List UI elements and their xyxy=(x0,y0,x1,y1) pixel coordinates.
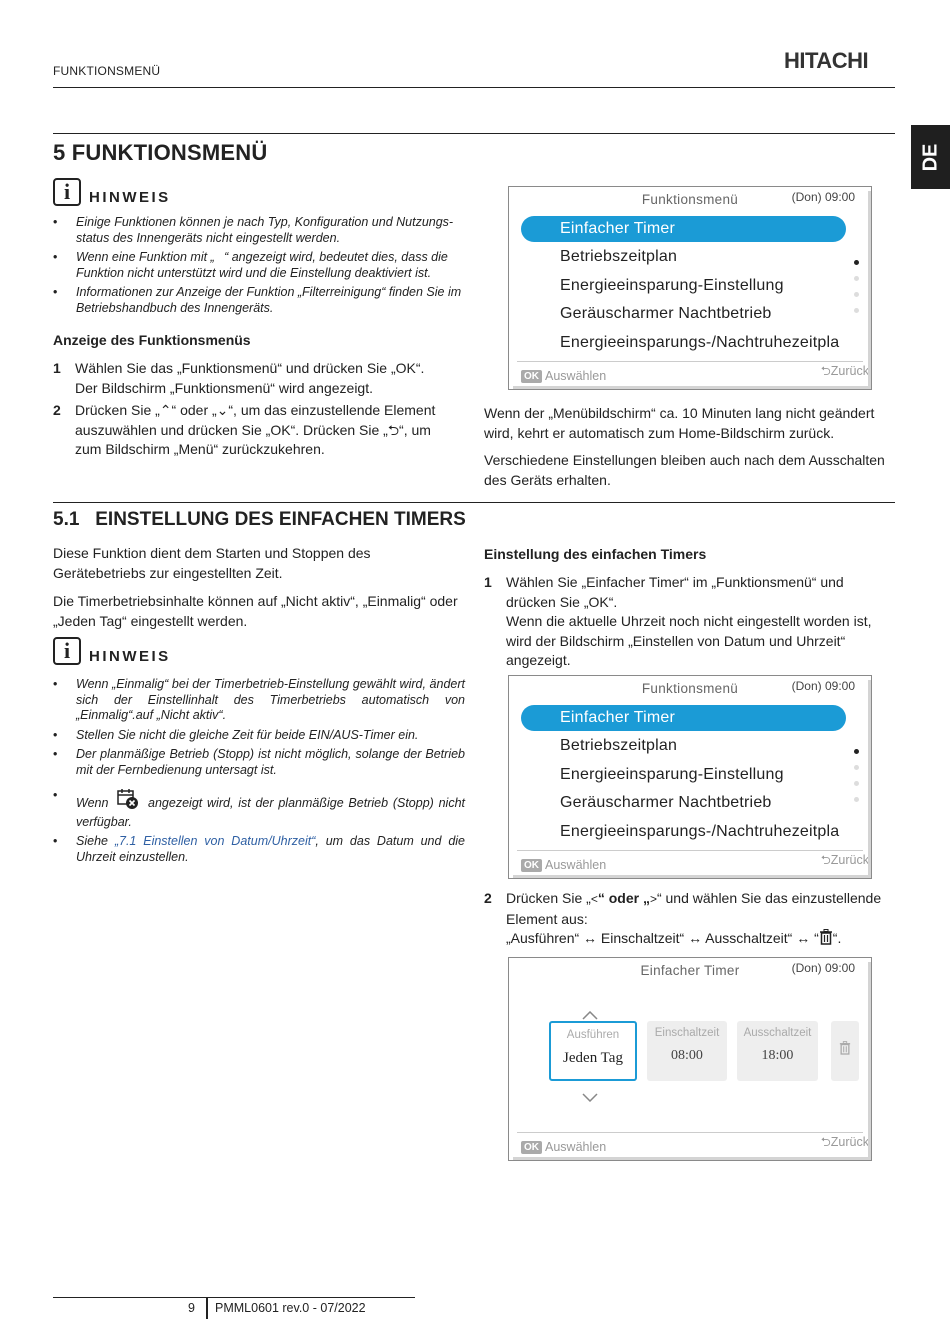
delete-button[interactable] xyxy=(831,1021,859,1081)
step-2: 2 Drücken Sie „⌃“ oder „⌄“, um das einzustellende Element auszuwählen und drücken Sie „OK“. Drücken Sie „⮌“, um zum Bildschirm „Menü“ zurückzukehren. xyxy=(53,402,436,457)
screen-divider xyxy=(517,361,863,362)
scroll-dot xyxy=(854,292,859,297)
menu-item-selected[interactable]: Einfacher Timer xyxy=(521,216,846,242)
note-block xyxy=(53,178,465,320)
note-block xyxy=(53,637,465,869)
off-time-field[interactable]: Ausschaltzeit 18:00 xyxy=(737,1021,818,1081)
scroll-dot xyxy=(854,749,859,754)
note-item: • Wenn eine Funktion mit „⃠“ angezeigt wird, bedeutet dies, dass die Funktion nicht unterstützt wird und die Einstellung deaktiviert ist. xyxy=(53,250,465,281)
intro-paragraph: Diese Funktion dient dem Starten und Stoppen des Gerätebetriebs zur eingestellten Zeit. xyxy=(53,545,371,581)
note-item: • Siehe „7.1 Einstellen von Datum/Uhrzeit“, um das Datum und die Uhrzeit einzustellen. xyxy=(53,834,465,865)
note-item: • Stellen Sie nicht die gleiche Zeit für beide EIN/AUS-Timer ein. xyxy=(53,728,465,744)
screen-time: (Don) 09:00 xyxy=(791,961,855,975)
ok-badge: OK xyxy=(521,370,542,383)
right-arrow-icon: > xyxy=(649,892,657,906)
ok-badge: OK xyxy=(521,859,542,872)
trash-icon xyxy=(831,1041,859,1060)
menu-item[interactable]: Betriebszeitplan xyxy=(560,737,678,754)
note-label: HINWEIS xyxy=(89,647,171,665)
scroll-dot xyxy=(854,781,859,786)
ok-select-hint[interactable]: OK Auswählen xyxy=(521,369,606,383)
subheading: Anzeige des Funktionsmenüs xyxy=(53,332,251,348)
calendar-blocked-icon xyxy=(117,788,139,815)
menu-item[interactable]: Energieeinsparung-Einstellung xyxy=(560,766,784,783)
screen-divider xyxy=(517,850,863,851)
subheading: Einstellung des einfachen Timers xyxy=(484,546,707,562)
timer-step-1: 1 Wählen Sie „Einfacher Timer“ im „Funktionsmenü“ und drücken Sie „OK“. Wenn die aktuelle Uhrzeit noch nicht eingestellt worden ist, wird der Bildschirm „Einstellen von Datum und Uhrzeit“ angezeigt. xyxy=(484,574,872,668)
scroll-dot xyxy=(854,797,859,802)
scroll-dot xyxy=(854,260,859,265)
info-icon: i xyxy=(53,637,81,665)
cross-reference-link[interactable]: „7.1 Einstellen von Datum/Uhrzeit“ xyxy=(114,834,316,848)
scroll-dot xyxy=(854,308,859,313)
ok-badge: OK xyxy=(521,1141,542,1154)
brand-logo: HITACHI xyxy=(784,48,869,73)
screen-title: Funktionsmenü xyxy=(641,192,739,207)
chevron-down-icon[interactable] xyxy=(582,1089,598,1107)
timer-step-2: 2 Drücken Sie „<“ oder „>“ und wählen Sie das einzustellende Element aus: „Ausführen“ ↔ Einschaltzeit“ ↔ Ausschaltzeit“ ↔ “ “. xyxy=(484,889,896,951)
step-1: 1 Wählen Sie das „Funktionsmenü“ und drücken Sie „OK“. Der Bildschirm „Funktionsmenü“ wird angezeigt. xyxy=(53,360,425,396)
menu-item[interactable]: Betriebszeitplan xyxy=(560,248,678,265)
menu-item[interactable]: Energieeinsparungs-/Nachtruhezeitpla xyxy=(560,823,840,840)
section-rule xyxy=(53,502,895,503)
info-icon: i xyxy=(53,178,81,206)
back-hint[interactable]: ⮌Zurück xyxy=(820,364,869,378)
note-item: • Einige Funktionen können je nach Typ, Konfiguration und Nutzungs-status des Innengeräts nicht eingestellt werden. xyxy=(53,215,465,246)
menu-item[interactable]: Energieeinsparungs-/Nachtruhezeitpla xyxy=(560,334,840,351)
ok-select-hint[interactable]: OK Auswählen xyxy=(521,1140,606,1154)
chapter-title: 5 FUNKTIONSMENÜ xyxy=(53,140,268,165)
ok-select-hint[interactable]: OK Auswählen xyxy=(521,858,606,872)
function-menu-screen xyxy=(508,675,872,879)
screen-time: (Don) 09:00 xyxy=(791,679,855,693)
section-title: 5.1 EINSTELLUNG DES EINFACHEN TIMERS xyxy=(53,509,466,530)
screen-title: Funktionsmenü xyxy=(641,681,739,696)
menu-item[interactable]: Geräuscharmer Nachtbetrieb xyxy=(560,794,772,811)
scroll-dot xyxy=(854,276,859,281)
footer-divider xyxy=(206,1297,208,1319)
chapter-rule xyxy=(53,133,895,134)
on-time-field[interactable]: Einschaltzeit 08:00 xyxy=(647,1021,727,1081)
steps xyxy=(53,359,448,460)
back-hint[interactable]: ⮌Zurück xyxy=(820,1135,869,1149)
running-header: FUNKTIONSMENÜ xyxy=(53,64,161,78)
menu-item-selected[interactable]: Einfacher Timer xyxy=(521,705,846,731)
footer-rule xyxy=(53,1297,415,1298)
note-item: • Informationen zur Anzeige der Funktion „Filterreinigung“ finden Sie im Betriebshandbuch des Innengeräts. xyxy=(53,285,465,316)
screen-divider xyxy=(517,1132,863,1133)
execute-field[interactable]: Ausführen Jeden Tag xyxy=(549,1021,637,1081)
intro-paragraph: Die Timerbetriebsinhalte können auf „Nicht aktiv“, „Einmalig“ oder „Jeden Tag“ eingestellt werden. xyxy=(53,593,458,629)
note-item: • Der planmäßige Betrieb (Stopp) ist nicht möglich, solange der Betrieb mit der Fernbedienung untersagt ist. xyxy=(53,747,465,778)
left-arrow-icon: < xyxy=(590,892,598,906)
language-tab: DE xyxy=(911,125,950,189)
back-hint[interactable]: ⮌Zurück xyxy=(820,853,869,867)
screen-title: Einfacher Timer xyxy=(640,963,740,978)
note-item: • Wenn angezeigt wird, ist der planmäßige Betrieb (Stopp) nicht verfügbar. xyxy=(53,788,465,830)
auto-return-note: Wenn der „Menübildschirm“ ca. 10 Minuten lang nicht geändert wird, kehrt er automatisch zum Home-Bildschirm zurück. xyxy=(484,405,875,441)
simple-timer-screen xyxy=(508,957,872,1161)
screen-time: (Don) 09:00 xyxy=(791,190,855,204)
note-item: • Wenn „Einmalig“ bei der Timerbetrieb-Einstellung gewählt wird, ändert sich der Einstellinhalt des Timerbetriebs automatisch von „Einmalig“.auf „Nicht aktiv“. xyxy=(53,677,465,724)
settings-retained-note: Verschiedene Einstellungen bleiben auch nach dem Ausschalten des Geräts erhalten. xyxy=(484,452,885,488)
page-number: 9 xyxy=(188,1301,195,1315)
trash-icon xyxy=(819,929,833,951)
note-label: HINWEIS xyxy=(89,188,171,206)
function-menu-screen xyxy=(508,186,872,390)
header-rule xyxy=(53,87,895,88)
menu-item[interactable]: Energieeinsparung-Einstellung xyxy=(560,277,784,294)
scroll-dot xyxy=(854,765,859,770)
document-code: PMML0601 rev.0 - 07/2022 xyxy=(215,1301,366,1315)
menu-item[interactable]: Geräuscharmer Nachtbetrieb xyxy=(560,305,772,322)
